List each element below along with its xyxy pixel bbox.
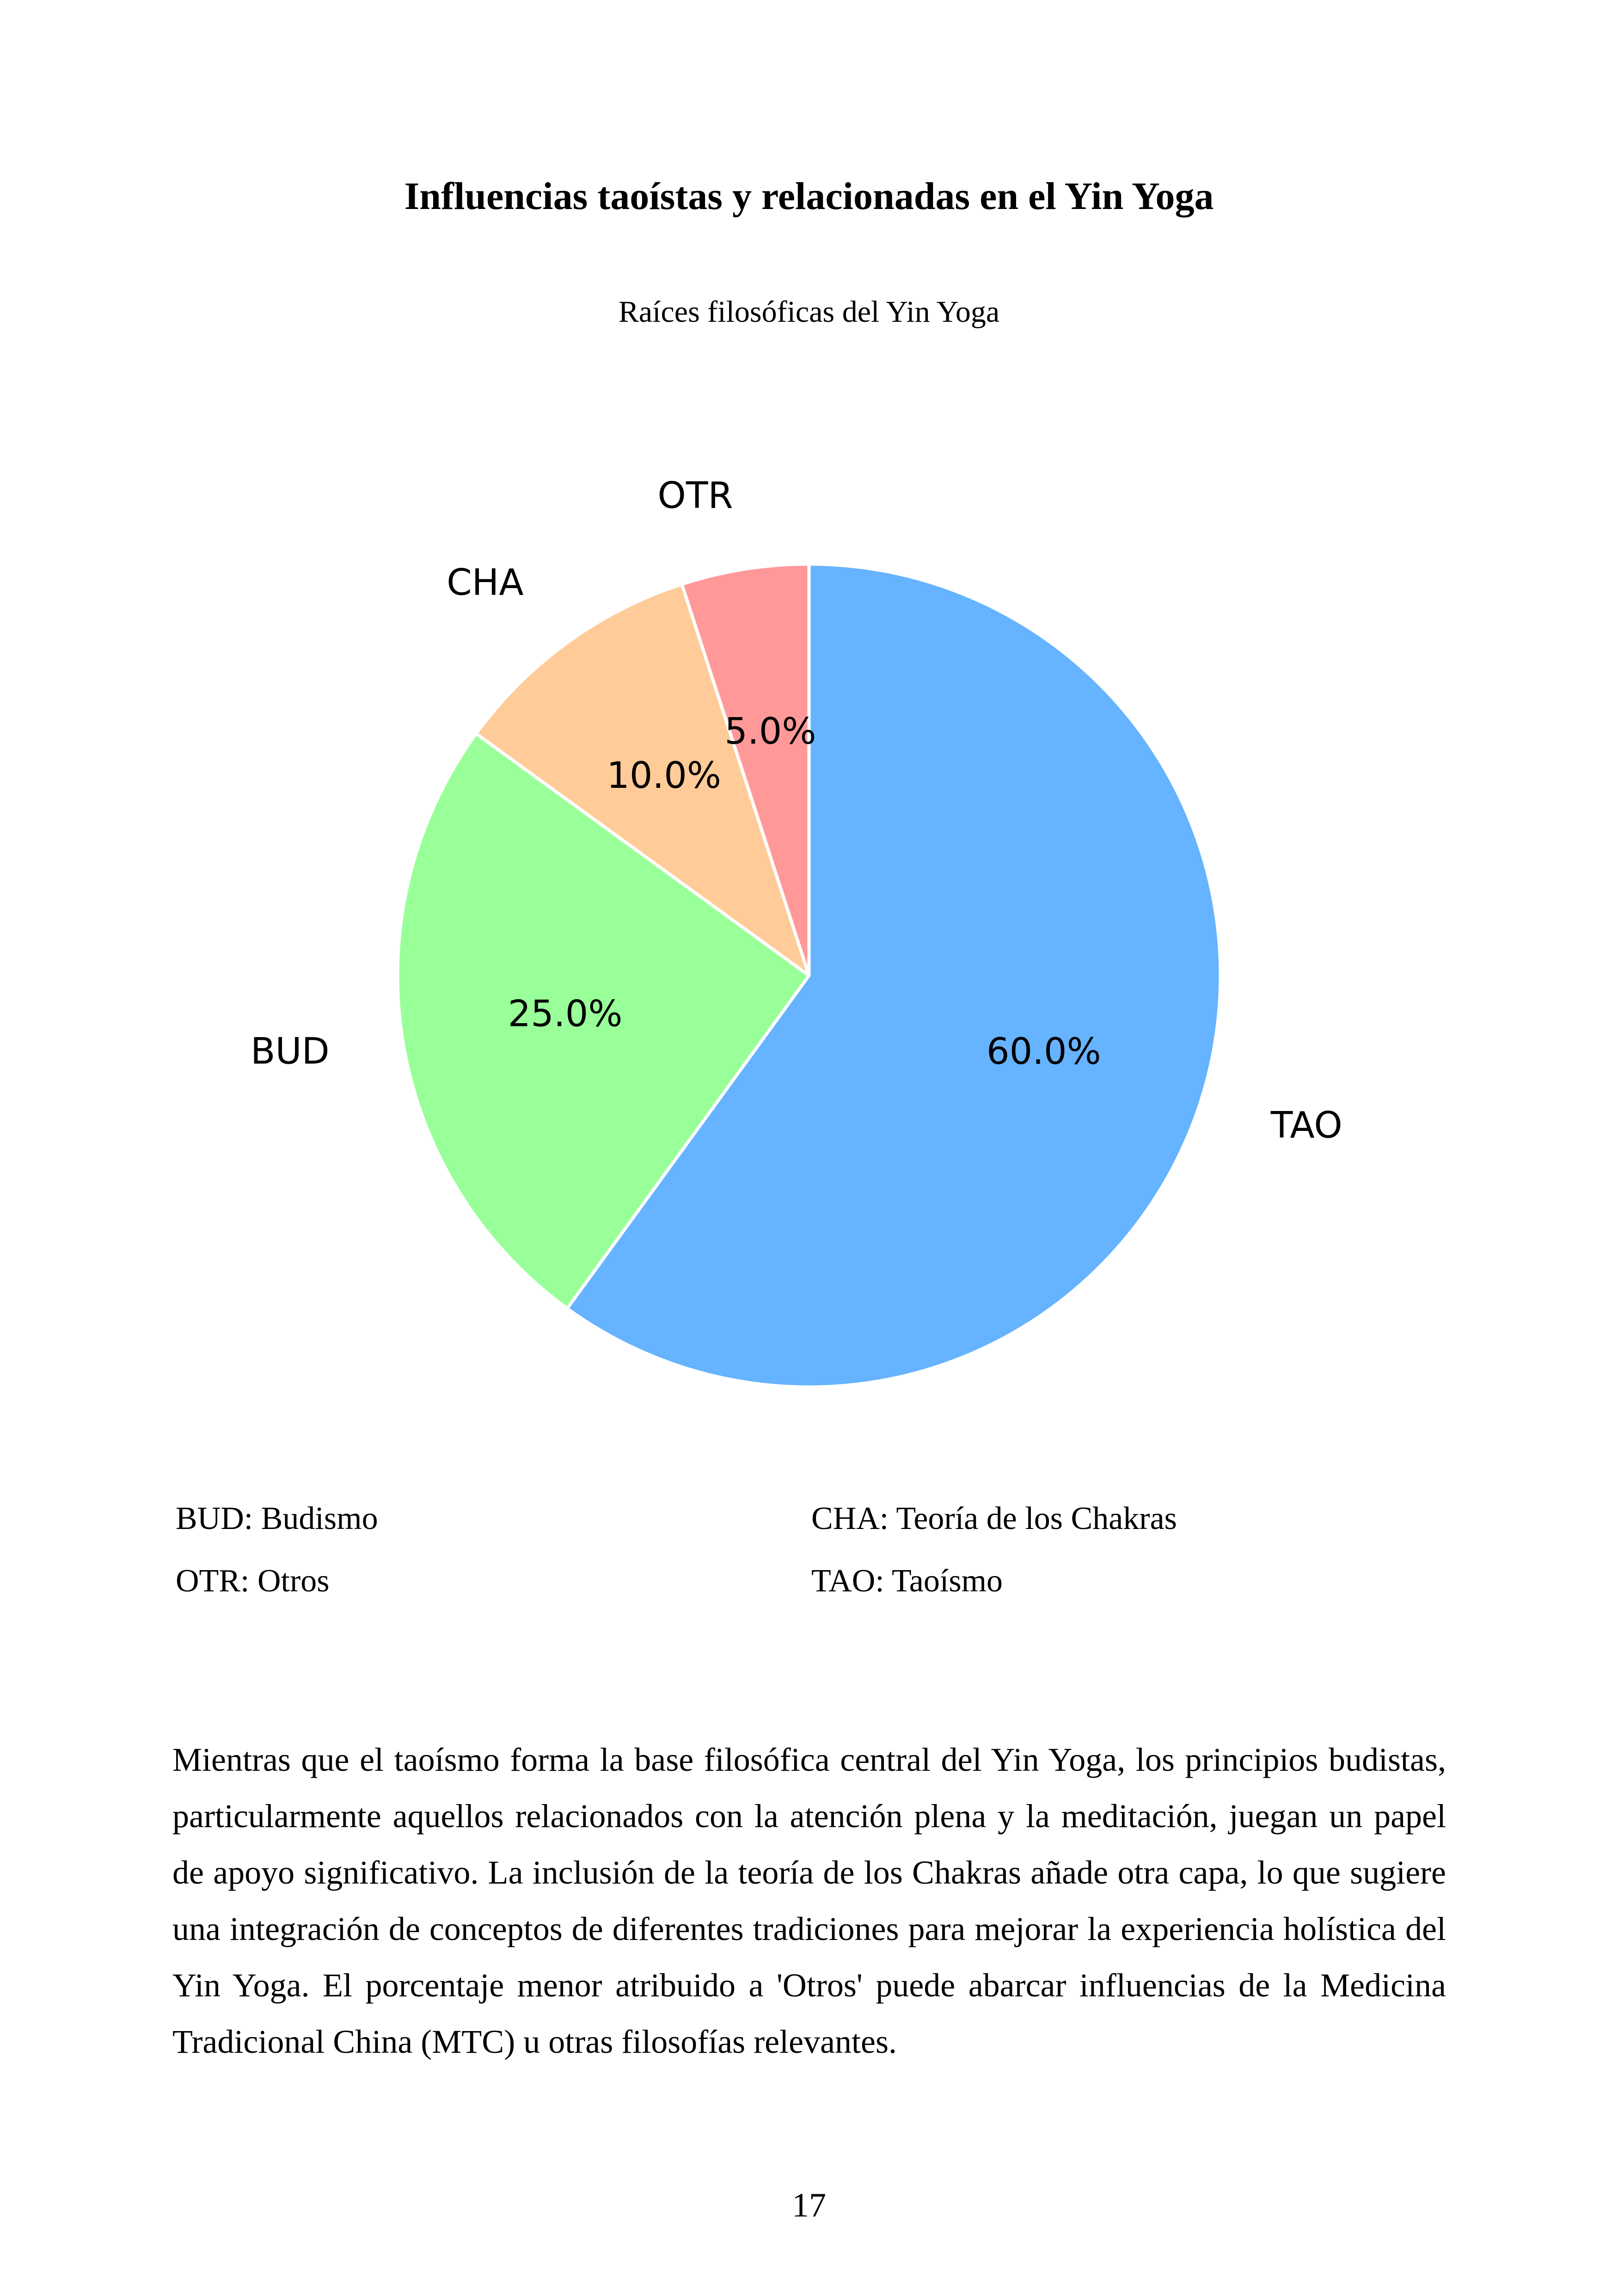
slice-percent-tao: 60.0% [986, 1031, 1101, 1073]
chart-title: Influencias taoístas y relacionadas en el Yin Yoga [404, 175, 1214, 218]
slice-percent-bud: 25.0% [508, 993, 623, 1035]
slice-label-tao: TAO [1270, 1105, 1342, 1147]
slice-percent-otr: 5.0% [724, 711, 816, 753]
legend-item-otr: OTR: Otros [176, 1563, 330, 1599]
chart-subtitle: Raíces filosóficas del Yin Yoga [618, 295, 1000, 329]
body-paragraph: Mientras que el taoísmo forma la base filosófica central del Yin Yoga, los principios budistas, particularmente aquellos relacionados con la atención plena y la meditación, juegan un papel de apoyo significativo. La inclusión de la teoría de los Chakras añade otra capa, lo que sugiere una integración de conceptos de diferentes tradiciones para mejorar la experiencia holística del Yin Yoga. El porcentaje menor atribuido a 'Otros' puede abarcar influencias de la Medicina Tradicional China (MTC) u otras filosofías relevantes. [172, 1741, 1446, 2060]
legend-item-cha: CHA: Teoría de los Chakras [811, 1501, 1177, 1536]
slice-label-otr: OTR [657, 475, 733, 517]
legend-item-tao: TAO: Taoísmo [811, 1563, 1003, 1599]
slice-percent-cha: 10.0% [607, 755, 722, 797]
slice-label-bud: BUD [251, 1031, 330, 1073]
legend-item-bud: BUD: Budismo [176, 1501, 378, 1536]
page-number: 17 [792, 2186, 826, 2224]
slice-label-cha: CHA [447, 562, 524, 604]
pie-chart [0, 462, 1618, 1433]
